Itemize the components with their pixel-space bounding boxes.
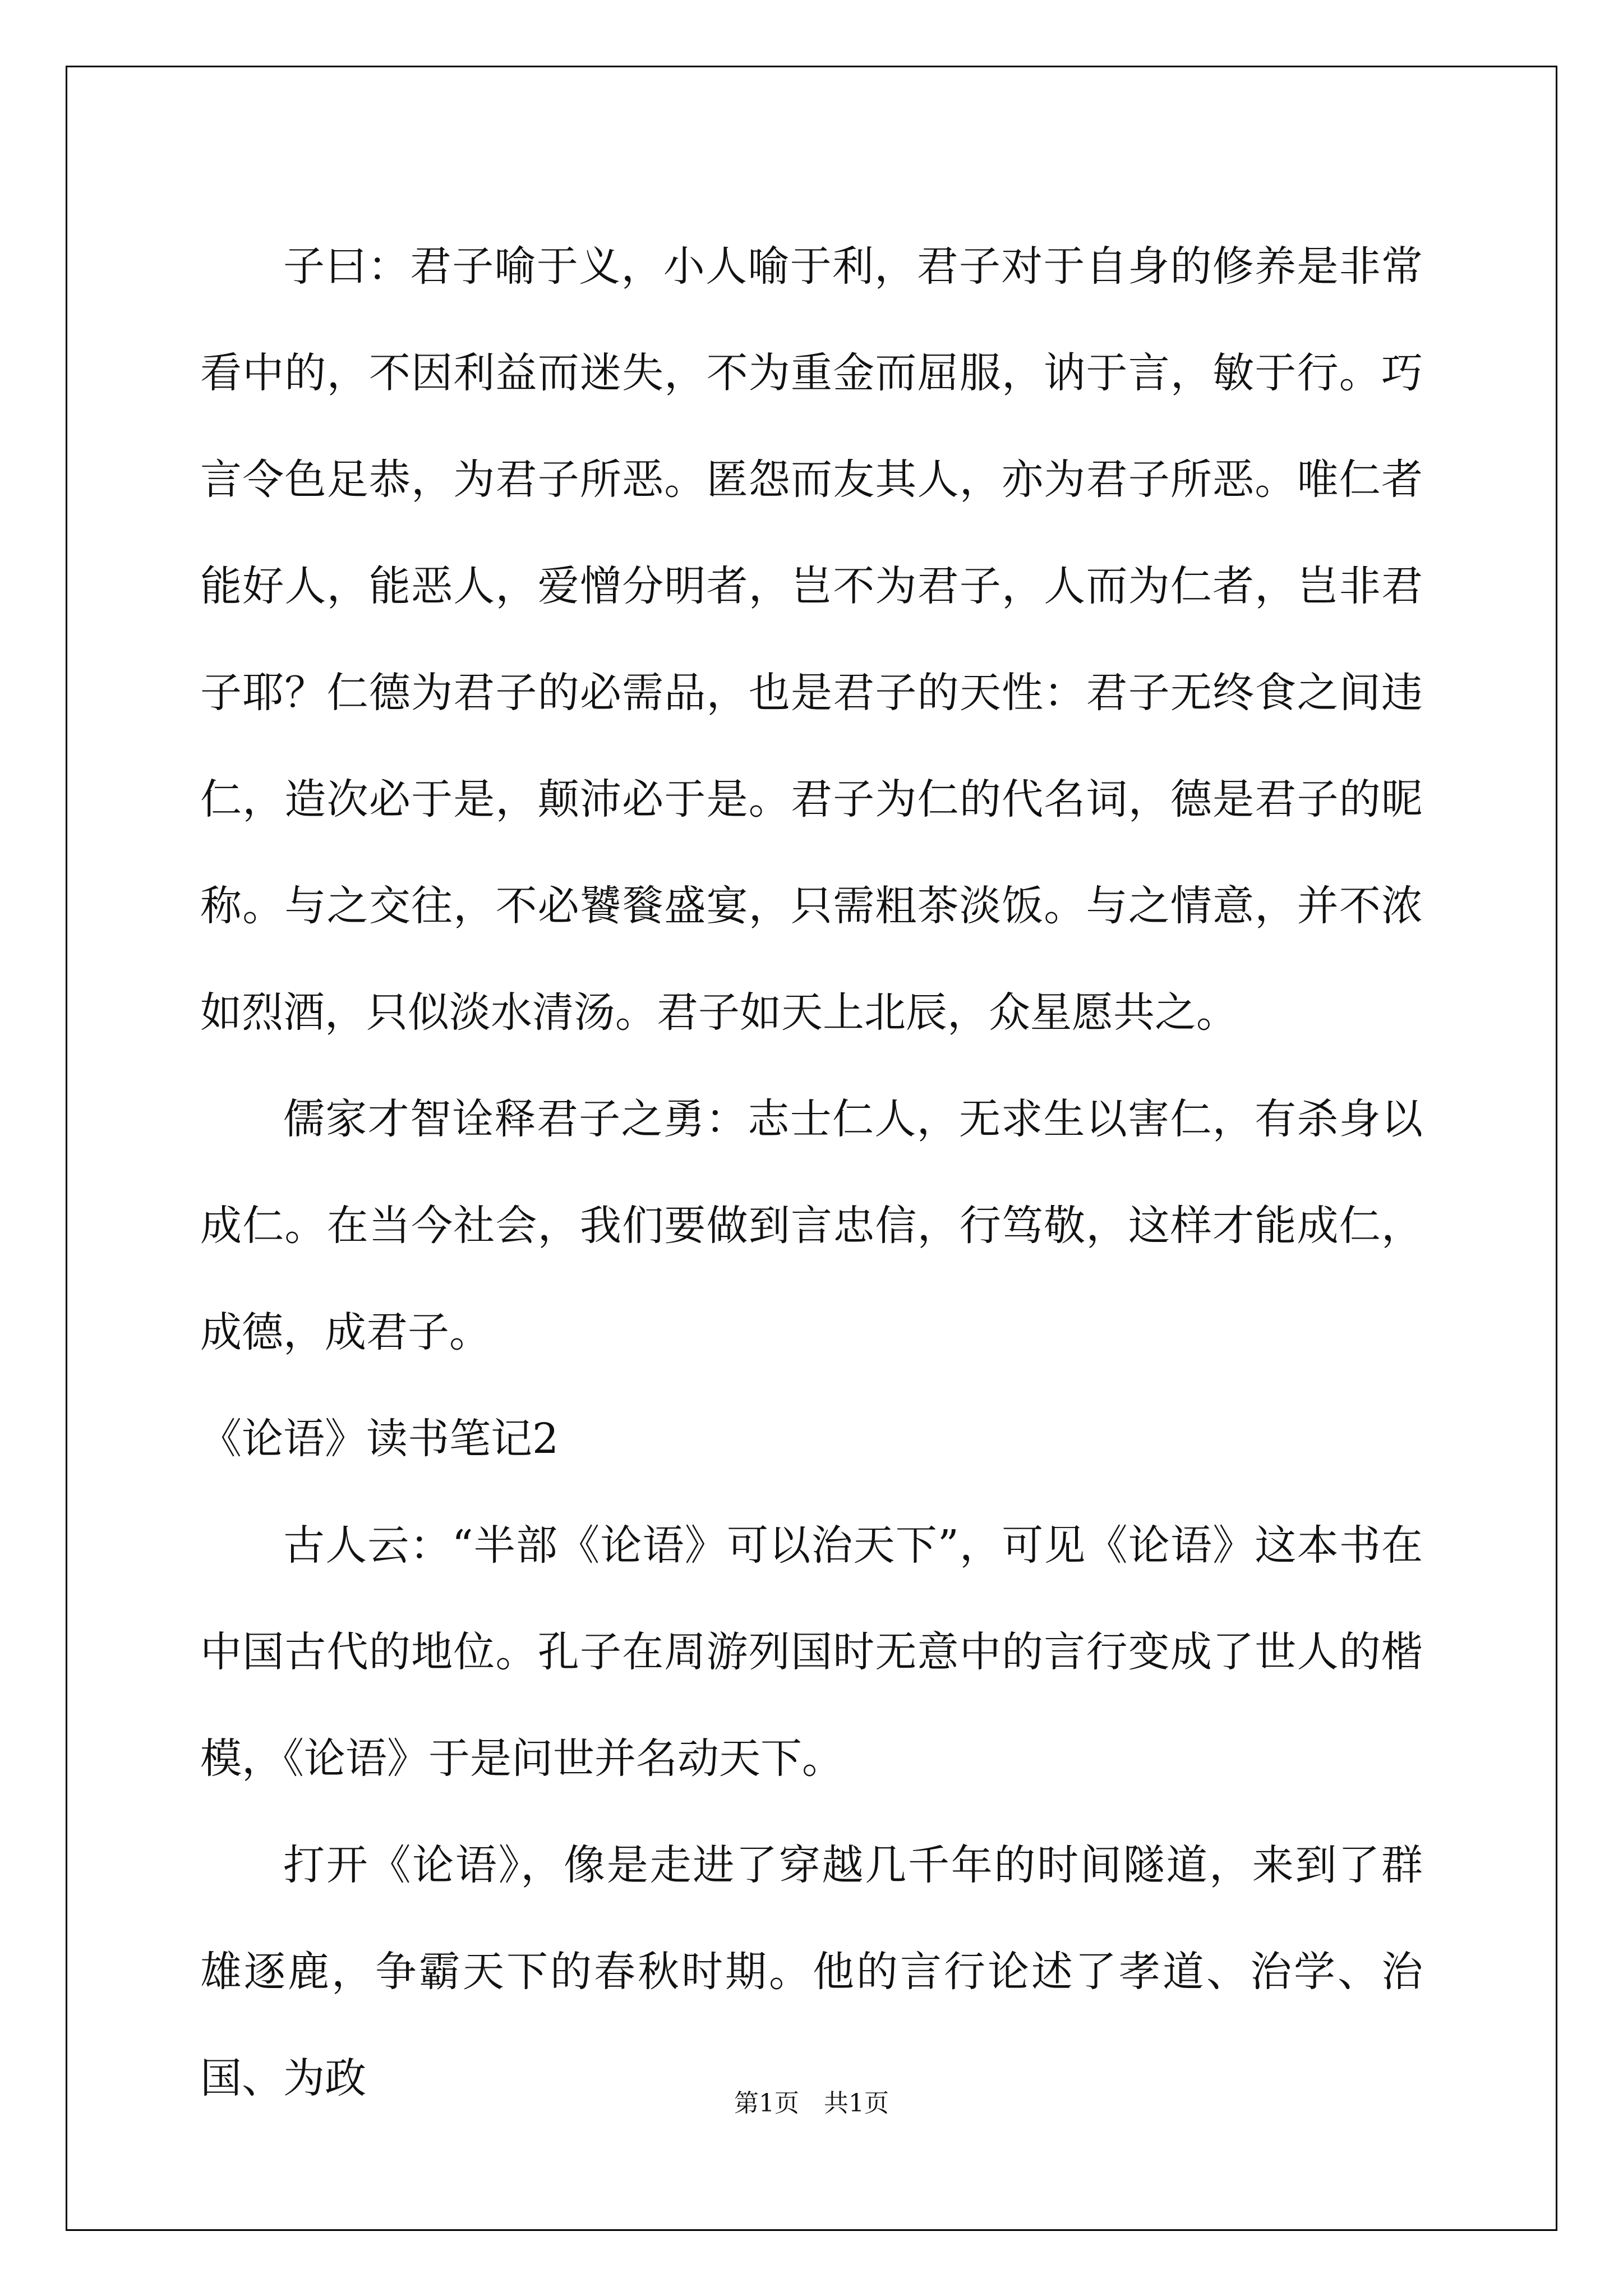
page-footer: 第1页 共1页: [734, 2089, 889, 2118]
paragraph-1: 子曰：君子喻于义，小人喻于利，君子对于自身的修养是非常看中的，不因利益而迷失，不为重金而屈服，讷于言，敏于行。巧言令色足恭，为君子所恶。匿怨而友其人，亦为君子所恶。唯仁者能好人，能恶人，爱憎分明者，岂不为君子，人而为仁者，岂非君子耶？仁德为君子的必需品，也是君子的天性：君子无终食之间违仁，造次必于是，颠沛必于是。君子为仁的代名词，德是君子的昵称。与之交往，不必饕餮盛宴，只需粗茶淡饭。与之情意，并不浓如烈酒，只似淡水清汤。君子如天上北辰，众星愿共之。: [200, 242, 1423, 1037]
document-body: [200, 213, 1423, 2132]
paragraph-3: 古人云：“半部《论语》可以治天下”，可见《论语》这本书在中国古代的地位。孔子在周游列国时无意中的言行变成了世人的楷模，《论语》于是问世并名动天下。: [200, 1521, 1423, 1783]
paragraph-4: 打开《论语》，像是走进了穿越几千年的时间隧道，来到了群雄逐鹿，争霸天下的春秋时期。他的言行论述了孝道、治学、治国、为政: [200, 1841, 1423, 2102]
section-title: 《论语》读书笔记2: [200, 1415, 559, 1463]
paragraph-2: 儒家才智诠释君子之勇：志士仁人，无求生以害仁，有杀身以成仁。在当今社会，我们要做到言忠信，行笃敬，这样才能成仁，成德，成君子。: [200, 1095, 1423, 1356]
